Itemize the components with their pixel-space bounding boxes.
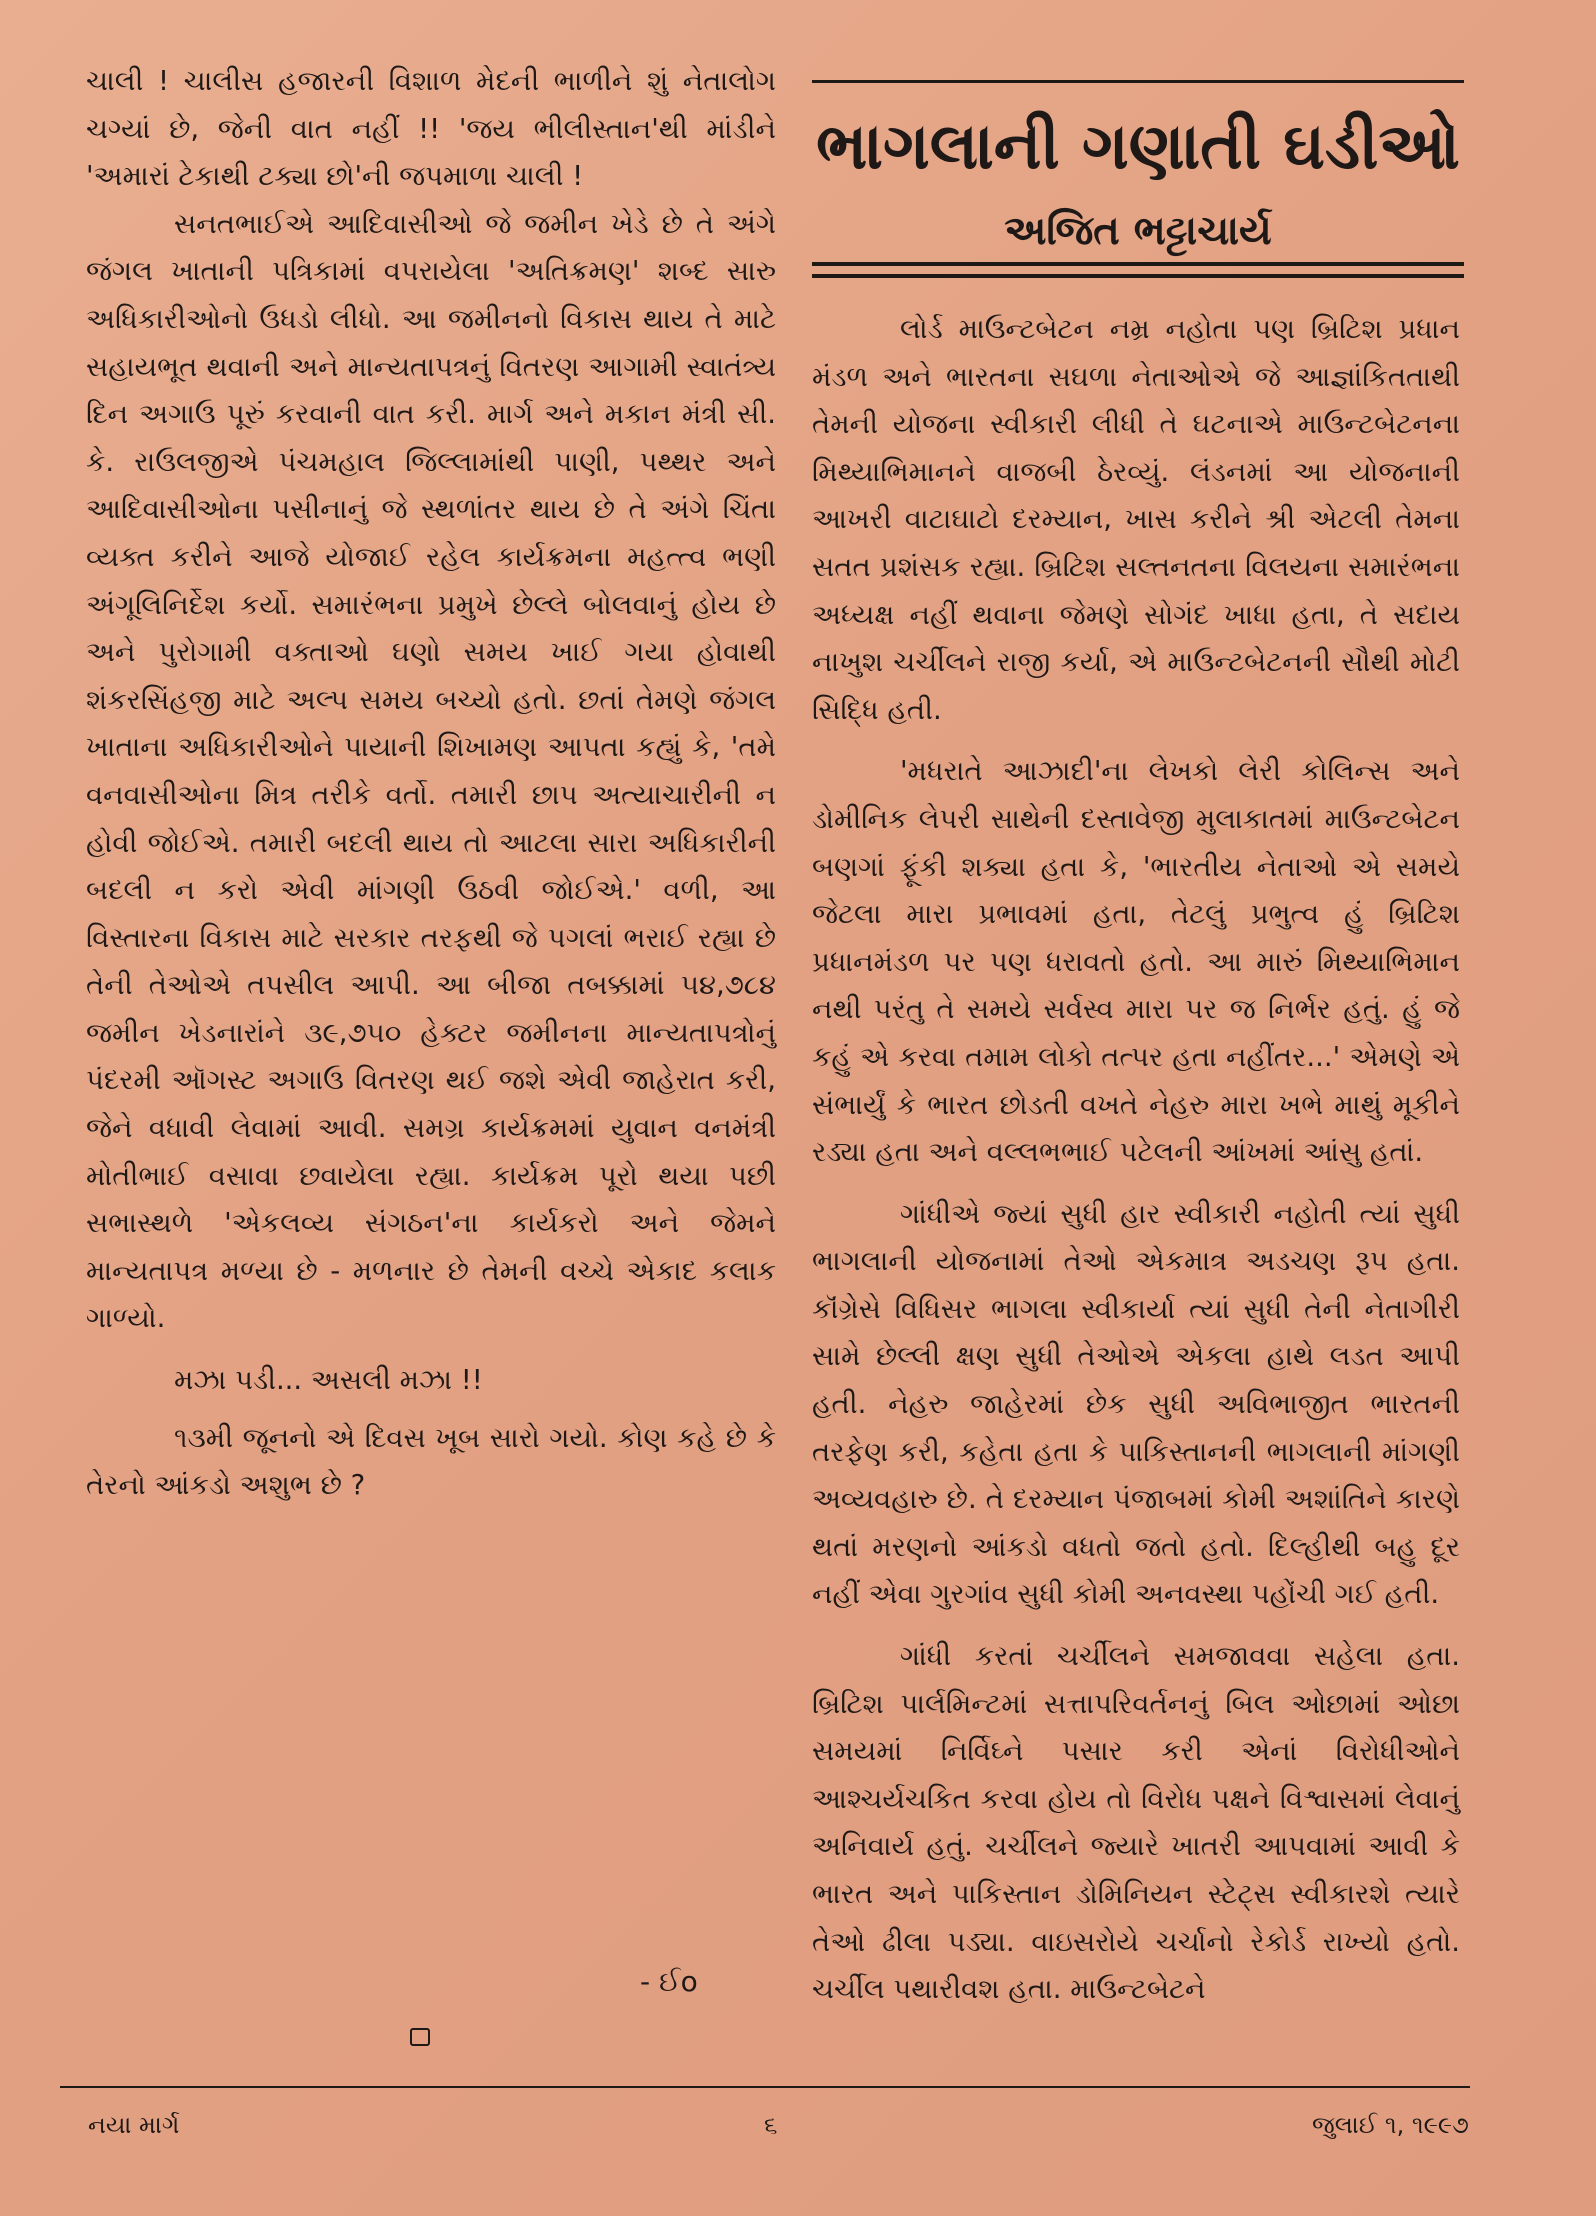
footer-rule [60, 2086, 1470, 2088]
end-of-article-mark [410, 2028, 430, 2046]
title-bottom-rule-2 [812, 274, 1464, 278]
right-paragraph-3: ગાંધીએ જ્યાં સુધી હાર સ્વીકારી નહોતી ત્યાં સુધી ભાગલાની યોજનામાં તેઓ એકમાત્ર અડચણ રૂપ હતા. કૉંગ્રેસે વિધિસર ભાગલા સ્વીકાર્યા ત્યાં સુધી તેની નેતાગીરી સામે છેલ્લી ક્ષણ સુધી તેઓએ એકલા હાથે લડત આપી હતી. નેહરુ જાહેરમાં છેક સુધી અવિભાજીત ભારતની તરફેણ કરી, કહેતા હતા કે પાકિસ્તાનની ભાગલાની માંગણી અવ્યવહારુ છે. તે દરમ્યાન પંજાબમાં કોમી અશાંતિને કારણે થતાં મરણનો આંકડો વધતો જતો હતો. દિલ્હીથી બહુ દૂર નહીં એવા ગુરગાંવ સુધી કોમી અનવસ્થા પહોંચી ગઈ હતી. [812, 1197, 1460, 1611]
left-paragraph-4: ૧૩મી જૂનનો એ દિવસ ખૂબ સારો ગયો. કોણ કહે છે કે તેરનો આંકડો અશુભ છે ? [86, 1421, 776, 1502]
right-paragraph-1: લોર્ડ માઉન્ટબેટન નમ્ર નહોતા પણ બ્રિટિશ પ્રધાન મંડળ અને ભારતના સઘળા નેતાઓએ જે આજ્ઞાંકિતતાથી તેમની યોજના સ્વીકારી લીધી તે ઘટનાએ માઉન્ટબેટનના મિથ્યાભિમાનને વાજબી ઠેરવ્યું. લંડનમાં આ યોજનાની આખરી વાટાઘાટો દરમ્યાન, ખાસ કરીને શ્રી એટલી તેમના સતત પ્રશંસક રહ્યા. બ્રિટિશ સલ્તનતના વિલયના સમારંભના અધ્યક્ષ નહીં થવાના જેમણે સોગંદ ખાધા હતા, તે સદાય નાખુશ ચર્ચીલને રાજી કર્યા, એ માઉન્ટબેટનની સૌથી મોટી સિદ્ધિ હતી. [812, 313, 1460, 726]
footer-date: જુલાઈ ૧, ૧૯૯૭ [1312, 2111, 1469, 2139]
footer-publication: નયા માર્ગ [88, 2111, 180, 2139]
right-paragraph-4: ગાંધી કરતાં ચર્ચીલને સમજાવવા સહેલા હતા. બ્રિટિશ પાર્લમિન્ટમાં સત્તાપરિવર્તનનું બિલ ઓછામાં ઓછા સમયમાં નિર્વિઘ્ને પસાર કરી એનાં વિરોધીઓને આશ્ચર્યચકિત કરવા હોય તો વિરોધ પક્ષને વિશ્વાસમાં લેવાનું અનિવાર્ય હતું. ચર્ચીલને જ્યારે ખાતરી આપવામાં આવી કે ભારત અને પાકિસ્તાન ડોમિનિયન સ્ટેટ્સ સ્વીકારશે ત્યારે તેઓ ઢીલા પડ્યા. વાઇસરોયે ચર્ચાનો રેકોર્ડ રાખ્યો હતો. ચર્ચીલ પથારીવશ હતા. માઉન્ટબેટને [812, 1640, 1460, 2006]
left-paragraph-3: મઝા પડી... અસલી મઝા !! [174, 1364, 483, 1397]
article-title-block [812, 62, 1464, 292]
right-column [812, 306, 1460, 2014]
article-signature: - ઈo [640, 1965, 698, 1998]
article-headline: ભાગલાની ગણાતી ઘડીઓ [816, 110, 1460, 184]
left-paragraph-1: ચાલી ! ચાલીસ હજારની વિશાળ મેદની ભાળીને શું નેતાલોગ ચગ્યાં છે, જેની વાત નહીં !! 'જય ભીલીસ્તાન'થી માંડીને 'અમારાં ટેકાથી ટક્યા છો'ની જપમાળા ચાલી ! [86, 65, 776, 193]
footer-page-number: ૬ [764, 2111, 778, 2139]
left-column [86, 58, 776, 1510]
left-paragraph-2: સનતભાઈએ આદિવાસીઓ જે જમીન ખેડે છે તે અંગે જંગલ ખાતાની પત્રિકામાં વપરાયેલા 'અતિક્રમણ' શબ્દ સારુ અધિકારીઓનો ઉધડો લીધો. આ જમીનનો વિકાસ થાય તે માટે સહાયભૂત થવાની અને માન્યતાપત્રનું વિતરણ આગામી સ્વાતંત્ર્ય દિન અગાઉ પૂરું કરવાની વાત કરી. માર્ગ અને મકાન મંત્રી સી. કે. રાઉલજીએ પંચમહાલ જિલ્લામાંથી પાણી, પથ્થર અને આદિવાસીઓના પસીનાનું જે સ્થળાંતર થાય છે તે અંગે ચિંતા વ્યક્ત કરીને આજે યોજાઈ રહેલ કાર્યક્રમના મહત્ત્વ ભણી અંગૂલિનિર્દેશ કર્યો. સમારંભના પ્રમુખે છેલ્લે બોલવાનું હોય છે અને પુરોગામી વક્તાઓ ઘણો સમય ખાઈ ગયા હોવાથી શંકરસિંહજી માટે અલ્પ સમય બચ્યો હતો. છતાં તેમણે જંગલ ખાતાના અધિકારીઓને પાયાની શિખામણ આપતા કહ્યું કે, 'તમે વનવાસીઓના મિત્ર તરીકે વર્તો. તમારી છાપ અત્યાચારીની ન હોવી જોઈએ. તમારી બદલી થાય તો આટલા સારા અધિકારીની બદલી ન કરો એવી માંગણી ઉઠવી જોઈએ.' વળી, આ વિસ્તારના વિકાસ માટે સરકાર તરફથી જે પગલાં ભરાઈ રહ્યા છે તેની તેઓએ તપસીલ આપી. આ બીજા તબક્કામાં ૫૪,૭૮૪ જમીન ખેડનારાંને ૩૯,૭૫૦ હેક્ટર જમીનના માન્યતાપત્રોનું પંદરમી ઑગસ્ટ અગાઉ વિતરણ થઈ જશે એવી જાહેરાત કરી, જેને વધાવી લેવામાં આવી. સમગ્ર કાર્યક્રમમાં યુવાન વનમંત્રી મોતીભાઈ વસાવા છવાયેલા રહ્યા. કાર્યક્રમ પૂરો થયા પછી સભાસ્થળે 'એકલવ્ય સંગઠન'ના કાર્યકરો અને જેમને માન્યતાપત્ર મળ્યા છે - મળનાર છે તેમની વચ્ચે એકાદ કલાક ગાળ્યો. [86, 207, 776, 1335]
title-bottom-rule-1 [812, 262, 1464, 266]
article-author: અજિત ભટ્ટાચાર્ય [1004, 208, 1272, 254]
right-paragraph-2: 'મધરાતે આઝાદી'ના લેખકો લેરી કોલિન્સ અને ડોમીનિક લેપરી સાથેની દસ્તાવેજી મુલાકાતમાં માઉન્ટબેટન બણગાં ફૂંકી શક્યા હતા કે, 'ભારતીય નેતાઓ એ સમયે જેટલા મારા પ્રભાવમાં હતા, તેટલું પ્રભુત્વ હું બ્રિટિશ પ્રધાનમંડળ પર પણ ધરાવતો હતો. આ મારું મિથ્યાભિમાન નથી પરંતુ તે સમયે સર્વસ્વ મારા પર જ નિર્ભર હતું. હું જે કહું એ કરવા તમામ લોકો તત્પર હતા નહીંતર...' એમણે એ સંભાર્યું કે ભારત છોડતી વખતે નેહરુ મારા ખભે માથું મૂકીને રડ્યા હતા અને વલ્લભભાઈ પટેલની આંખમાં આંસુ હતાં. [812, 755, 1460, 1169]
